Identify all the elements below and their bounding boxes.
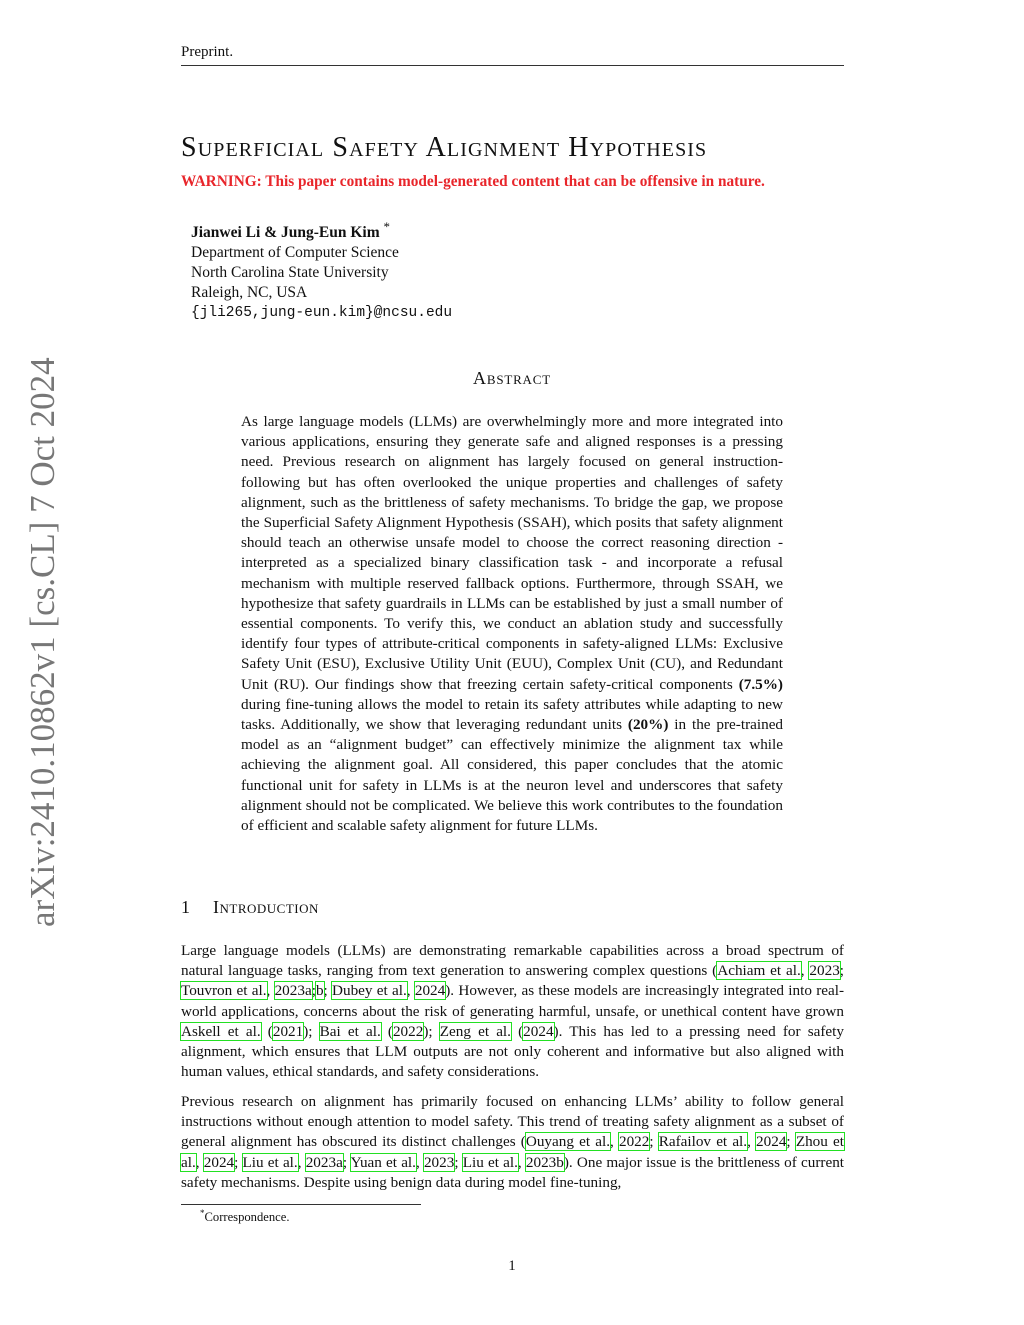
citation-link[interactable]: 2022	[618, 1133, 650, 1151]
citation-link[interactable]: 2023	[423, 1153, 455, 1171]
citation-link[interactable]: Yuan et al.	[350, 1153, 416, 1171]
citation-link[interactable]: 2023a	[274, 982, 312, 1000]
citation-link[interactable]: Zeng et al.	[439, 1022, 511, 1040]
arxiv-identifier-stamp: arXiv:2410.10862v1 [cs.CL] 7 Oct 2024	[23, 357, 62, 927]
header-rule	[181, 65, 844, 66]
content-warning: WARNING: This paper contains model-generated content that can be offensive in nature.	[181, 173, 765, 190]
abstract-bold-percent-2: (20%)	[627, 716, 669, 734]
author-department: Department of Computer Science	[191, 244, 399, 262]
citation-link[interactable]: 2023a	[305, 1153, 343, 1171]
author-location: Raleigh, NC, USA	[191, 284, 308, 302]
citation-link[interactable]: Ouyang et al.	[525, 1133, 610, 1151]
citation-link[interactable]: Liu et al.	[462, 1153, 518, 1171]
footnote-text: Correspondence.	[204, 1210, 290, 1225]
author-names: Jianwei Li & Jung-Eun Kim	[191, 224, 380, 242]
author-university: North Carolina State University	[191, 264, 389, 282]
citation-link[interactable]: Askell et al.	[181, 1022, 261, 1040]
citation-link[interactable]: 2021	[272, 1022, 304, 1040]
citation-link[interactable]: Zhou et al.	[181, 1133, 844, 1171]
citation-link[interactable]: Bai et al.	[319, 1022, 381, 1040]
citation-link[interactable]: Rafailov et al.	[658, 1133, 748, 1151]
page-number: 1	[508, 1258, 516, 1274]
citation-link[interactable]: Dubey et al.	[332, 982, 407, 1000]
citation-link[interactable]: Touvron et al.	[181, 982, 267, 1000]
abstract-heading: ABSTRACT	[473, 368, 551, 388]
author-footnote-mark: *	[383, 219, 390, 234]
footnote-rule	[181, 1204, 421, 1205]
citation-link[interactable]: 2024	[756, 1133, 787, 1151]
running-header: Preprint.	[181, 44, 234, 60]
abstract-body: As large language models (LLMs) are overwhelmingly more and more integrated into various applications, ensuring they generate safe and aligned responses is a pressing need. Previous research on alignment has largely focused on general instruction-following but has often overlooked the unique properties and challenges of safety alignment, such as the brittleness of safety mechanisms. To bridge the gap, we propose the Superficial Safety Alignment Hypothesis (SSAH), which posits that safety alignment should teach an otherwise unsafe model to choose the correct reasoning direction - interpreted as a specialized binary classification task - and incorporate a refusal mechanism with multiple reserved fallback options. Furthermore, through SSAH, we hypothesize that safety guardrails in LLMs can be established by just a small number of essential components. To verify this, we conduct an ablation study and successfully identify four types of attribute-critical components in safety-aligned LLMs: Exclusive Safety Unit (ESU), Exclusive Utility Unit (EUU), Complex Unit (CU), and Redundant Unit (RU). Our findings show that freezing certain safety-critical components (7.5%) during fine-tuning allows the model to retain its safety attributes while adapting to new tasks. Additionally, we show that leveraging redundant units (20%) in the pre-trained model as an “alignment budget” can effectively minimize the alignment tax while achieving the alignment goal. All considered, this paper concludes that the atomic functional unit for safety in LLMs is at the neuron level and underscores that safety alignment should not be complicated. We believe this work contributes to the foundation of efficient and scalable safety alignment for future LLMs.	[241, 413, 784, 835]
citation-link[interactable]: 2024	[203, 1153, 235, 1171]
citation-link[interactable]: 2024	[523, 1022, 554, 1040]
citation-link[interactable]: 2023	[809, 962, 840, 980]
intro-paragraph-1: Large language models (LLMs) are demonstrating remarkable capabilities across a broad spectrum of natural language tasks, ranging from text generation to answering complex questions (Achiam et al., 2023; Touvron et al., 2023a;b; Dubey et al., 2024). However, as these models are increasingly integrated into real-world applications, concerns about the risk of generating harmful, unsafe, or unethical content have grown Askell et al. (2021); Bai et al. (2022); Zeng et al. (2024). This has led to a pressing need for safety alignment, which ensures that LLM outputs are not only coherent and informative but also aligned with human values, ethical standards, and safety considerations.	[181, 942, 845, 1081]
citation-link[interactable]: Achiam et al.	[717, 962, 801, 980]
author-email[interactable]: {jli265,jung-eun.kim}@ncsu.edu	[191, 305, 453, 322]
footnote-mark: *	[200, 1208, 205, 1218]
paper-title	[181, 132, 707, 164]
author-block	[191, 217, 452, 323]
title-word-3: ALIGNMENT	[425, 132, 561, 163]
title-word-2: SAFETY	[332, 132, 420, 163]
citation-link[interactable]: 2024	[414, 982, 446, 1000]
intro-paragraph-2: Previous research on alignment has primarily focused on enhancing LLMs’ ability to follow general instructions without enough attention to model safety. This trend of treating safety alignment as a subset of general alignment has obscured its distinct challenges (Ouyang et al., 2022; Rafailov et al., 2024; Zhou et al., 2024; Liu et al., 2023a; Yuan et al., 2023; Liu et al., 2023b). One major issue is the brittleness of current safety mechanisms. Despite using benign data during model fine-tuning,	[181, 1093, 845, 1191]
citation-link[interactable]: 2023b	[525, 1153, 564, 1171]
citation-link[interactable]: b	[315, 982, 324, 1000]
citation-link[interactable]: Liu et al.	[242, 1153, 298, 1171]
author-names-line	[191, 217, 452, 243]
section-heading-introduction: 1 INTRODUCTION	[181, 897, 319, 917]
abstract-bold-percent-1: (7.5%)	[738, 675, 783, 693]
citation-link[interactable]: 2022	[392, 1022, 424, 1040]
section-number: 1	[181, 897, 191, 917]
title-word-4: HYPOTHESIS	[568, 132, 708, 163]
title-word-1: SUPERFICIAL	[181, 132, 325, 163]
footnote	[200, 1208, 289, 1225]
